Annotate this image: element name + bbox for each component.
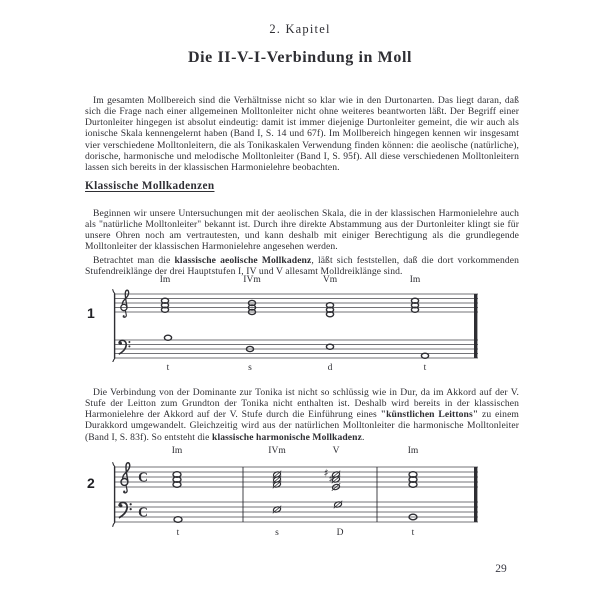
- paragraph: Betrachtet man die klassische aeolische Mollkadenz, läßt sich feststellen, daß die dort vorkommenden Stufendreiklänge der drei Hauptstufen I, IV und V allesamt Molldreiklänge sind.: [85, 254, 519, 277]
- roman-numeral-label: Im: [409, 275, 421, 285]
- roman-numeral-label: V: [332, 446, 340, 456]
- roman-numeral-label: IVm: [268, 446, 286, 456]
- bracket-hook-bottom: [113, 358, 115, 362]
- function-label: t: [411, 528, 415, 538]
- roman-numeral-label: Im: [159, 275, 171, 285]
- function-label: d: [327, 363, 333, 373]
- sharp-accidental: ♯: [328, 473, 334, 486]
- example-number: 2: [87, 475, 95, 491]
- roman-numeral-label: Im: [171, 446, 183, 456]
- function-label: s: [275, 528, 279, 538]
- roman-numeral-label: Vm: [322, 275, 338, 285]
- grand-staff-system: [112, 446, 484, 539]
- grand-staff: [112, 457, 484, 527]
- function-label-row: [112, 528, 484, 539]
- function-label: t: [166, 363, 170, 373]
- whole-note: [421, 353, 428, 358]
- function-label: t: [176, 528, 180, 538]
- page-number: 29: [495, 563, 507, 575]
- grand-staff: [112, 286, 484, 362]
- paragraph: Beginnen wir unsere Untersuchungen mit der aeolischen Skala, die in der klassischen Harmonielehre auch als "natürliche Molltonleiter" bekannt ist. Durch ihre direkte Abstammung aus der Durtonleiter klingt sie für unsere Ohren noch am vertrautesten, und kann deshalb mit einiger Berechtigung als die grundlegende Molltonleiter der klassischen Harmonielehre angesehen werden.: [85, 207, 519, 253]
- whole-note: [174, 517, 182, 523]
- final-barline: [474, 467, 477, 522]
- bracket-hook-bottom: [113, 522, 115, 527]
- roman-numeral-row: [112, 275, 484, 286]
- paragraph: Die Verbindung von der Dominante zur Tonika ist nicht so schlüssig wie in Dur, da im Akkord auf der V. Stufe der Leitton zum Grundton der Tonika nicht enthalten ist. Deshalb wird bereits in der klassischen Harmonielehre der Akkord auf der V. Stufe durch die Einführung eines "künstlichen Leittons" zu einem Durakkord umgewandelt. Gleichzeitig wird aus der natürlichen Molltonleiter die harmonische Molltonleiter (Band I, S. 83f). So entsteht die klassische harmonische Mollkadenz.: [85, 386, 519, 443]
- bass-clef: [119, 502, 132, 517]
- page-title: Die II-V-I-Verbindung in Moll: [187, 49, 413, 66]
- section-heading: Klassische Mollkadenzen: [85, 180, 215, 192]
- sharp-accidental: ♯: [323, 467, 329, 480]
- roman-numeral-label: IVm: [243, 275, 261, 285]
- chapter-kicker: 2. Kapitel: [269, 22, 331, 36]
- bracket-hook-top: [113, 462, 115, 467]
- time-signature: C: [138, 504, 148, 520]
- example-number: 1: [87, 305, 95, 321]
- function-label: s: [248, 363, 252, 373]
- function-label: D: [336, 528, 344, 538]
- roman-numeral-label: Im: [407, 446, 419, 456]
- time-signature: C: [138, 469, 148, 485]
- paragraph: Im gesamten Mollbereich sind die Verhältnisse nicht so klar wie in den Durtonarten. Das liegt daran, daß sich die Frage nach einer allgemeinen Molltonleiter nicht ohne weiteres beantworten läßt. Der Begriff einer Durtonleiter hingegen ist absolut eindeutig: damit ist immer diejenige Durtonleiter gemeint, die wir auch als ionische Skala kennengelernt haben (Band I, S. 14 und 67f). Im Mollbereich hingegen kennen wir insgesamt vier verschiedene Molltonleitern, die als Tonikaskalen Verwendung finden können: die aeolische (natürliche), dorische, harmonische und melodische Molltonleiter (Band I, S. 95f). All diese verschiedenen Molltonleitern lassen sich bereits in der klassischen Harmonielehre beobachten.: [85, 94, 519, 174]
- function-label-row: [112, 363, 484, 374]
- bracket-hook-top: [113, 289, 115, 294]
- whole-note: [326, 344, 333, 349]
- final-barline: [474, 294, 477, 358]
- bass-clef: [119, 340, 131, 354]
- grand-staff-system: [112, 275, 484, 374]
- roman-numeral-row: [112, 446, 484, 457]
- function-label: t: [423, 363, 427, 373]
- whole-note: [164, 335, 171, 340]
